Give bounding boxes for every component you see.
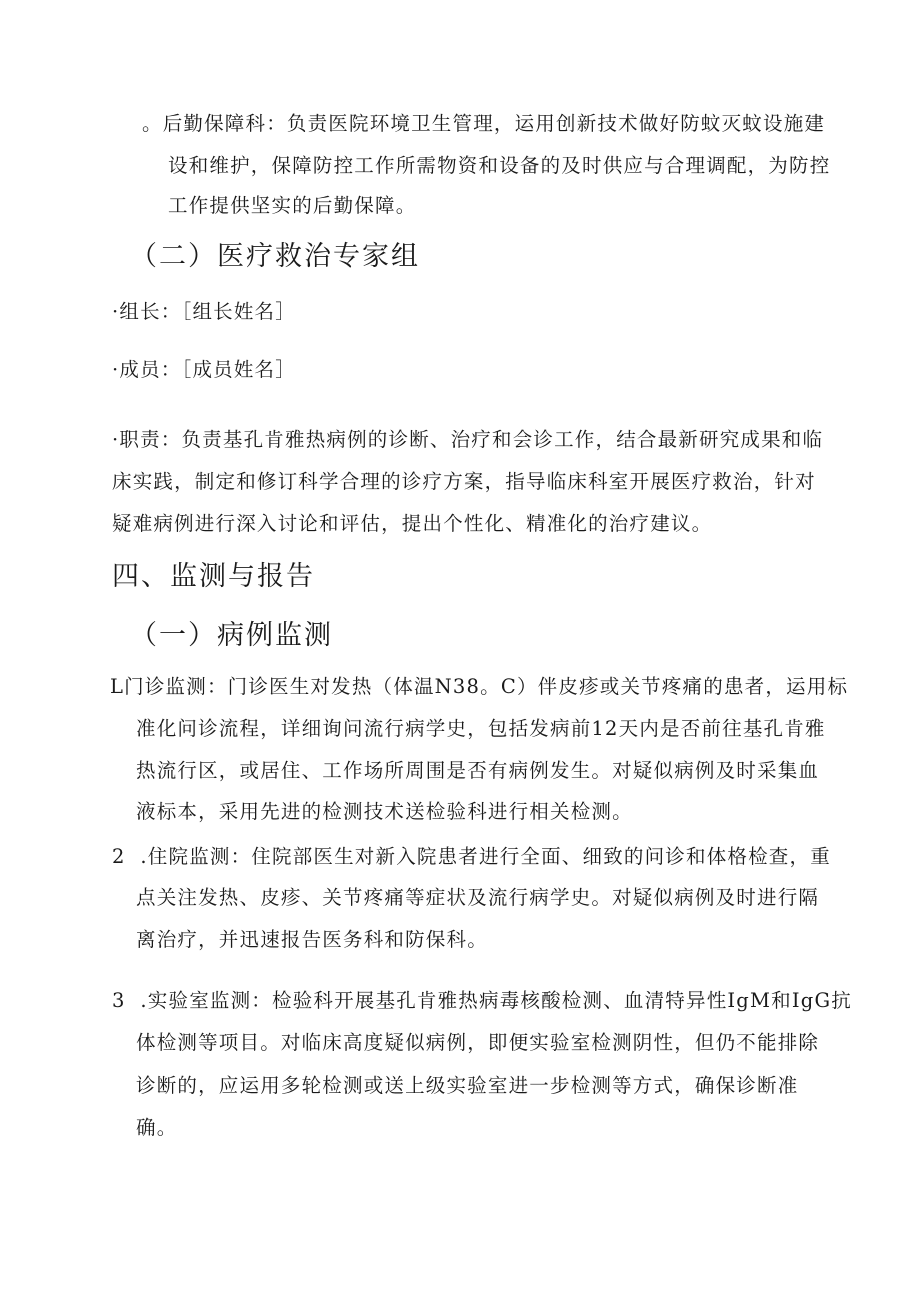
outpatient-line-4: 液标本，采用先进的检测技术送检验科进行相关检测。 — [136, 800, 633, 823]
laboratory-line-4: 确。 — [136, 1116, 178, 1139]
logistics-line-1: 。后勤保障科：负责医院环境卫生管理，运用创新技术做好防蚊灭蚊设施建 — [142, 112, 826, 135]
laboratory-line-2: 体检测等项目。对临床高度疑似病例，即便实验室检测阴性，但仍不能排除 — [136, 1031, 820, 1054]
case-monitoring-subheading: （一）病例监测 — [130, 620, 333, 651]
outpatient-line-1: L门诊监测：门诊医生对发热（体温N38。C）伴皮疹或关节疼痛的患者，运用标 — [110, 675, 849, 698]
laboratory-line-3: 诊断的，应运用多轮检测或送上级实验室进一步检测等方式，确保诊断准 — [136, 1074, 799, 1097]
medical-group-duty-line-3: 疑难病例进行深入讨论和评估，提出个性化、精准化的治疗建议。 — [112, 512, 713, 535]
medical-group-heading: （二）医疗救治专家组 — [130, 241, 420, 272]
medical-group-leader: ·组长：［组长姓名］ — [112, 300, 296, 323]
inpatient-line-3: 离治疗，并迅速报告医务科和防保科。 — [136, 928, 488, 951]
section-four-heading: 四、监测与报告 — [112, 561, 315, 592]
outpatient-line-2: 准化问诊流程，详细询问流行病学史，包括发病前12天内是否前往基孔肯雅 — [136, 717, 826, 740]
medical-group-members: ·成员：［成员姓名］ — [112, 358, 296, 381]
medical-group-duty-line-1: ·职责：负责基孔肯雅热病例的诊断、治疗和会诊工作，结合最新研究成果和临 — [112, 428, 824, 451]
inpatient-line-2: 点关注发热、皮疹、关节疼痛等症状及流行病学史。对疑似病例及时进行隔 — [136, 886, 820, 909]
outpatient-line-3: 热流行区，或居住、工作场所周围是否有病例发生。对疑似病例及时采集血 — [136, 759, 820, 782]
logistics-line-3: 工作提供坚实的后勤保障。 — [168, 194, 417, 217]
inpatient-line-1: 2 .住院监测：住院部医生对新入院患者进行全面、细致的问诊和体格检查，重 — [112, 845, 831, 868]
laboratory-line-1: 3 .实验室监测：检验科开展基孔肯雅热病毒核酸检测、血清特异性IgM和IgG抗 — [112, 989, 852, 1012]
medical-group-duty-line-2: 床实践，制定和修订科学合理的诊疗方案，指导临床科室开展医疗救治，针对 — [112, 470, 816, 493]
logistics-line-2: 设和维护，保障防控工作所需物资和设备的及时供应与合理调配，为防控 — [168, 154, 831, 177]
